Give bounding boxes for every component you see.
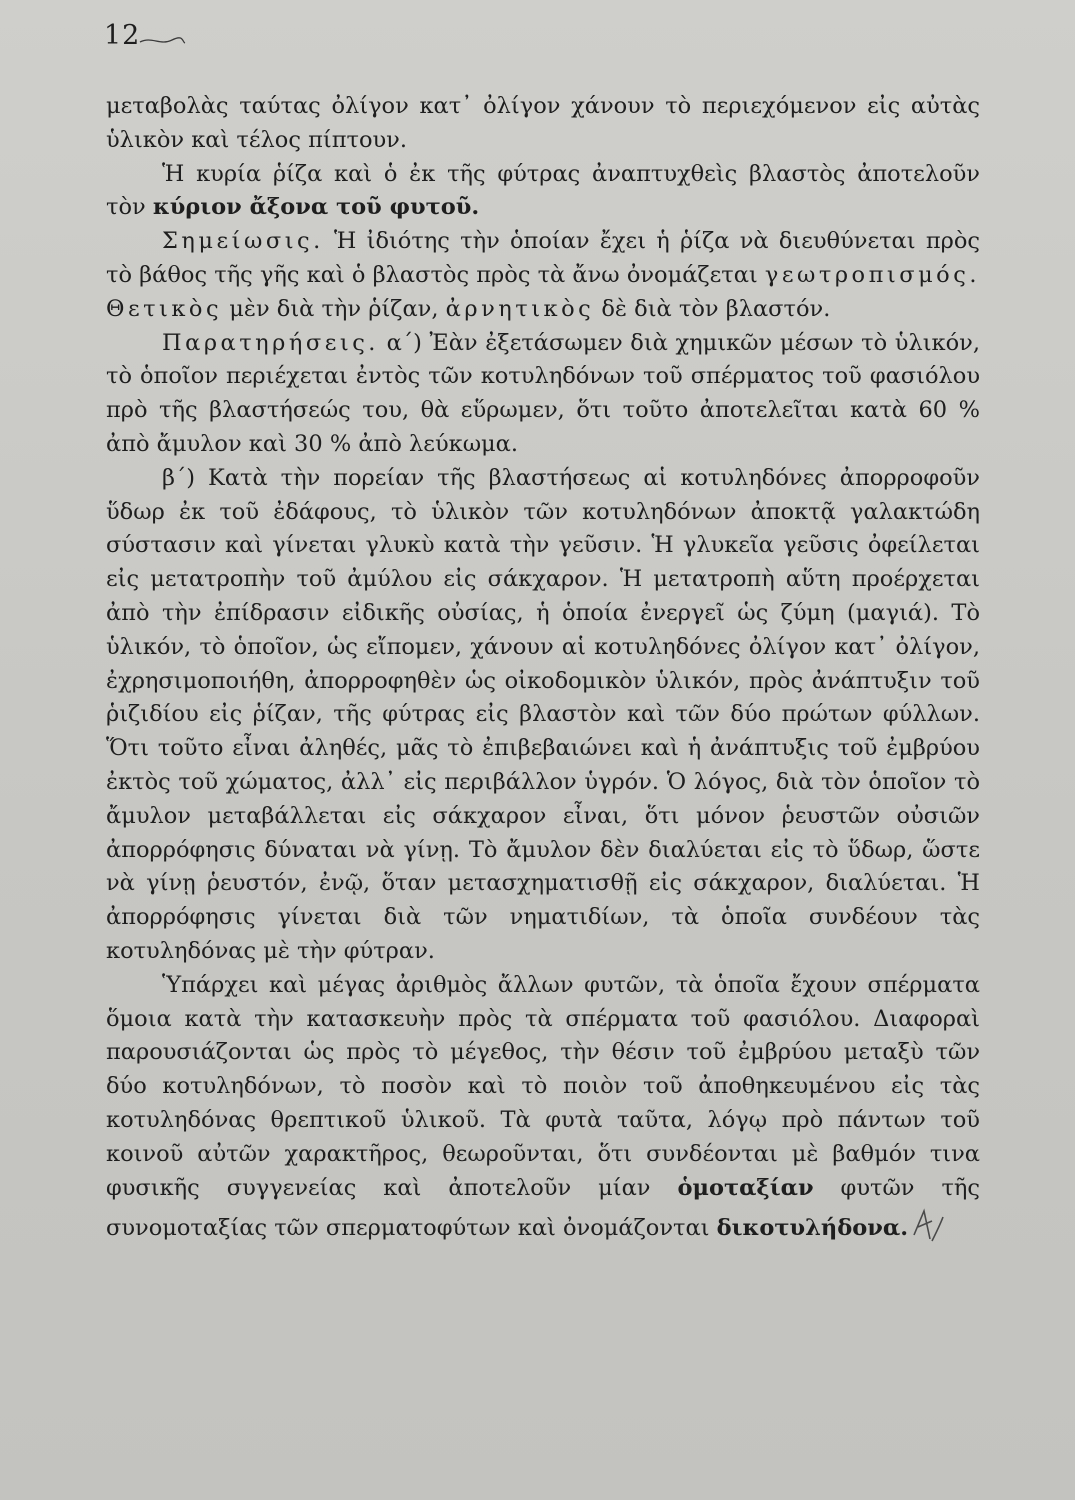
text-run: φυτῶν τῆς συνομοταξίας τῶν σπερματοφύτων καὶ ὀνομάζονται bbox=[106, 1174, 980, 1242]
paragraph-4-observations bbox=[106, 327, 980, 462]
paragraph-2 bbox=[106, 158, 980, 226]
text-run: δὲ διὰ τὸν βλαστόν. bbox=[594, 295, 831, 322]
text-run: μεταβολὰς ταύτας ὀλίγον κατ᾽ ὀλίγον χάνουν τὸ περιεχόμενον εἰς αὐτὰς ὑλικὸν καὶ τέλος πίπτουν. bbox=[106, 93, 980, 153]
spaced-term: Θετικὸς bbox=[106, 295, 223, 322]
paragraph-1 bbox=[106, 90, 980, 158]
page-number-flourish bbox=[138, 34, 186, 48]
paragraph-6 bbox=[106, 969, 980, 1246]
text-run: Ἡ κυρία ῥίζα καὶ ὁ ἐκ τῆς φύτρας ἀναπτυχθεὶς βλαστὸς ἀποτελοῦν τὸν bbox=[106, 160, 980, 221]
spaced-term: γεωτροπισμός. bbox=[764, 261, 980, 288]
text-run: α΄) Ἐὰν ἐξετάσωμεν διὰ χημικῶν μέσων τὸ ὑλικόν, τὸ ὁποῖον περιέχεται ἐντὸς τῶν κοτυληδόνων τοῦ σπέρματος τοῦ φασιόλου πρὸ τῆς βλαστήσεώς του, θὰ εὕρωμεν, ὅτι τοῦτο ἀποτελεῖται κατὰ 60 % ἀπὸ ἄμυλον καὶ 30 % ἀπὸ λεύκωμα. bbox=[106, 329, 980, 457]
bold-term: κύριον ἄξονα τοῦ φυτοῦ. bbox=[152, 194, 480, 221]
paragraph-5 bbox=[106, 462, 980, 969]
text-run: Ἡ ἰδιότης τὴν ὁποίαν ἔχει ἡ ῥίζα νὰ διευθύνεται πρὸς τὸ βάθος τῆς γῆς καὶ ὁ βλαστὸς πρὸς τὰ ἄνω ὀνομάζεται bbox=[106, 228, 980, 288]
spaced-heading: Παρατηρήσεις. bbox=[162, 329, 379, 356]
spaced-term: ἀρνητικὸς bbox=[445, 295, 595, 322]
text-run: Ὑπάρχει καὶ μέγας ἀριθμὸς ἄλλων φυτῶν, τὰ ὁποῖα ἔχουν σπέρματα ὅμοια κατὰ τὴν κατασκευὴν πρὸς τὰ σπέρματα τοῦ φασιόλου. Διαφοραὶ παρουσιάζονται ὡς πρὸς τὸ μέγεθος, τὴν θέσιν τοῦ ἐμβρύου μεταξὺ τῶν δύο κοτυληδόνων, τὸ ποσὸν καὶ τὸ ποιὸν τοῦ ἀποθηκευμένου εἰς τὰς κοτυληδόνας θρεπτικοῦ ὑλικοῦ. Τὰ φυτὰ ταῦτα, λόγῳ πρὸ πάντων τοῦ κοινοῦ αὐτῶν χαρακτῆρος, θεωροῦνται, ὅτι συνδέονται μὲ βαθμόν τινα φυσικῆς συγγενείας καὶ ἀποτελοῦν μίαν bbox=[106, 971, 980, 1201]
paragraph-3-note bbox=[106, 225, 980, 326]
text-run: μὲν διὰ τὴν ῥίζαν, bbox=[222, 295, 446, 322]
text-run: β΄) Κατὰ τὴν πορείαν τῆς βλαστήσεως αἱ κοτυληδόνες ἀπορροφοῦν ὕδωρ ἐκ τοῦ ἐδάφους, τὸ ὑλικὸν τῶν κοτυληδόνων ἀποκτᾷ γαλακτώδη σύστασιν καὶ γίνεται γλυκὺ κατὰ τὴν γεῦσιν. Ἡ γλυκεῖα γεῦσις ὀφείλεται εἰς μετατροπὴν τοῦ ἀμύλου εἰς σάκχαρον. Ἡ μετατροπὴ αὕτη προέρχεται ἀπὸ τὴν ἐπίδρασιν εἰδικῆς οὐσίας, ἡ ὁποία ἐνεργεῖ ὡς ζύμη (μαγιά). Τὸ ὑλικόν, τὸ ὁποῖον, ὡς εἴπομεν, χάνουν αἱ κοτυληδόνες ὀλίγον κατ᾽ ὀλίγον, ἐχρησιμοποιήθη, ἀπορροφηθὲν ὡς οἰκοδομικὸν ὑλικόν, πρὸς ἀνάπτυξιν τοῦ ῥιζιδίου εἰς ῥίζαν, τῆς φύτρας εἰς βλαστὸν καὶ τῶν δύο πρώτων φύλλων. Ὅτι τοῦτο εἶναι ἀληθές, μᾶς τὸ ἐπιβεβαιώνει καὶ ἡ ἀνάπτυξις τοῦ ἐμβρύου ἐκτὸς τοῦ χώματος, ἀλλ᾽ εἰς περιβάλλον ὑγρόν. Ὁ λόγος, διὰ τὸν ὁποῖον τὸ ἄμυλον μεταβάλλεται εἰς σάκχαρον εἶναι, ὅτι μόνον ῥευστῶν οὐσιῶν ἀπορρόφησις δύναται νὰ γίνῃ. Τὸ ἄμυλον δὲν διαλύεται εἰς τὸ ὕδωρ, ὥστε νὰ γίνῃ ῥευστόν, ἐνῷ, ὅταν μετασχηματισθῇ εἰς σάκχαρον, διαλύεται. Ἡ ἀπορρόφησις γίνεται διὰ τῶν νηματιδίων, τὰ ὁποῖα συνδέουν τὰς κοτυληδόνας μὲ τὴν φύτραν. bbox=[106, 464, 980, 964]
bold-term: δικοτυλήδονα. bbox=[716, 1215, 909, 1242]
body-text bbox=[106, 90, 980, 1246]
page-number: 12 bbox=[104, 20, 141, 51]
spaced-heading: Σημείωσις. bbox=[162, 228, 324, 255]
bold-term: ὁμοταξίαν bbox=[677, 1174, 814, 1201]
handwritten-mark-icon bbox=[910, 1205, 946, 1245]
